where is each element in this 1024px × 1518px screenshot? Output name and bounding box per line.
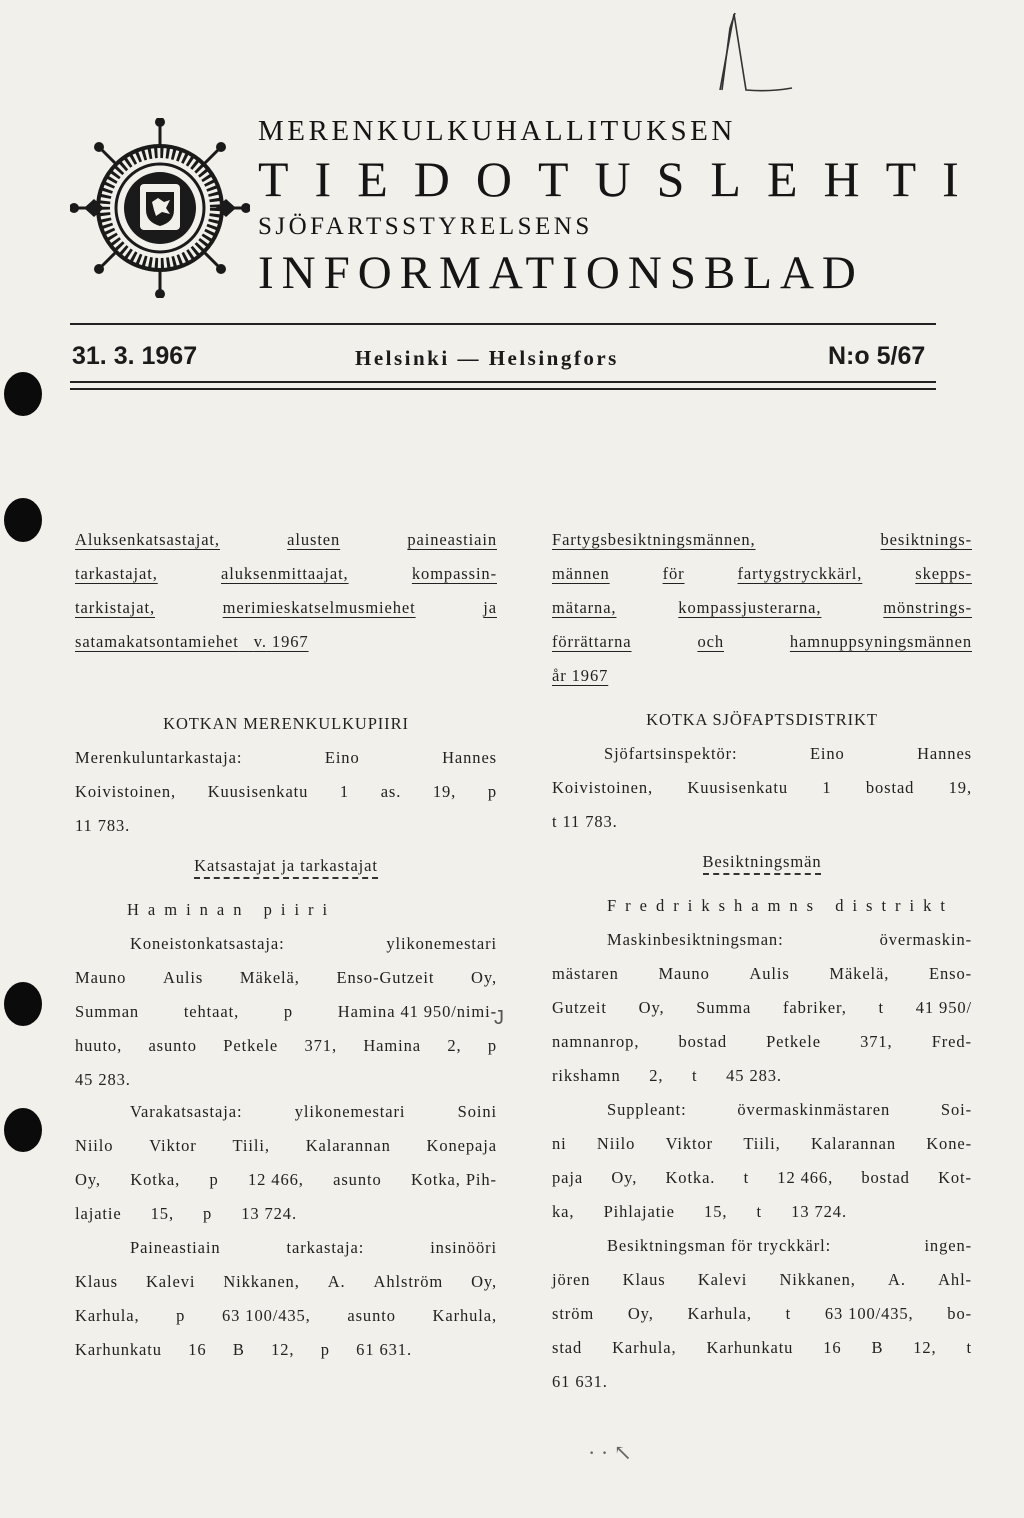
finnish-column xyxy=(75,530,497,1410)
text-line: 45 283. xyxy=(75,1070,131,1089)
text-line: 11 783. xyxy=(75,816,131,835)
pencil-mark: · · ↖ xyxy=(588,1440,633,1465)
handwritten-mark xyxy=(700,8,800,98)
text-line: Merenkuluntarkastaja: Eino Hannes xyxy=(75,748,497,767)
text-line: Gutzeit Oy, Summa fabriker, t 41 950/ xyxy=(552,998,972,1017)
heading-line: tarkastajat, aluksenmittaajat, kompassin- xyxy=(75,564,497,583)
text-line: Maskinbesiktningsman: övermaskin- xyxy=(607,930,972,949)
punch-hole xyxy=(4,498,42,542)
text-line: ni Niilo Viktor Tiili, Kalarannan Kone- xyxy=(552,1134,972,1153)
text-line: Oy, Kotka, p 12 466, asunto Kotka, Pih- xyxy=(75,1170,497,1189)
text-line: rikshamn 2, t 45 283. xyxy=(552,1066,782,1085)
masthead-authority: MERENKULKUHALLITUKSEN xyxy=(258,115,736,147)
text-line: mästaren Mauno Aulis Mäkelä, Enso- xyxy=(552,964,972,983)
text-line: Karhunkatu 16 B 12, p 61 631. xyxy=(75,1340,412,1359)
issue-number: N:o 5/67 xyxy=(828,342,926,370)
text-line: ström Oy, Karhula, t 63 100/435, bo- xyxy=(552,1304,972,1323)
subheading: Besiktningsmän xyxy=(552,852,972,875)
text-line: Klaus Kalevi Nikkanen, A. Ahlström Oy, xyxy=(75,1272,497,1291)
district-title: KOTKAN MERENKULKUPIIRI xyxy=(163,714,409,733)
text-line: Koivistoinen, Kuusisenkatu 1 bostad 19, xyxy=(552,778,972,797)
text-line: Suppleant: övermaskinmästaren Soi- xyxy=(607,1100,972,1119)
masthead-title-sv: INFORMATIONSBLAD xyxy=(258,247,864,299)
text-line: t 11 783. xyxy=(552,812,618,831)
text-line: stad Karhula, Karhunkatu 16 B 12, t xyxy=(552,1338,972,1357)
text-line: Besiktningsman för tryckkärl: ingen- xyxy=(607,1236,972,1255)
masthead-title-fi: TIEDOTUSLEHTI xyxy=(258,151,985,207)
heading-line: Fartygsbesiktningsmännen, besiktnings- xyxy=(552,530,972,549)
text-line: Summan tehtaat, p Hamina 41 950/nimi- xyxy=(75,1002,497,1021)
ship-wheel-seal-icon xyxy=(70,118,250,298)
punch-hole xyxy=(4,982,42,1026)
heading-line: tarkistajat, merimieskatselmusmiehet ja xyxy=(75,598,497,617)
heading-line: år 1967 xyxy=(552,666,609,685)
heading-line: Aluksenkatsastajat, alusten paineastiain xyxy=(75,530,497,549)
text-line: huuto, asunto Petkele 371, Hamina 2, p xyxy=(75,1036,497,1055)
text-line: namnanrop, bostad Petkele 371, Fred- xyxy=(552,1032,972,1051)
text-line: 61 631. xyxy=(552,1372,608,1391)
text-line: Varakatsastaja: ylikonemestari Soini xyxy=(130,1102,497,1121)
heading-line: förrättarna och hamnuppsyningsmännen xyxy=(552,632,972,651)
heading-line: satamakatsontamiehet v. 1967 xyxy=(75,632,309,651)
header-rule-bottom-2 xyxy=(70,388,936,390)
text-line: jören Klaus Kalevi Nikkanen, A. Ahl- xyxy=(552,1270,972,1289)
area-title: Fredrikshamns distrikt xyxy=(607,896,954,915)
punch-hole xyxy=(4,372,42,416)
heading-line: männen för fartygstryckkärl, skepps- xyxy=(552,564,972,583)
text-line: Koivistoinen, Kuusisenkatu 1 as. 19, p xyxy=(75,782,497,801)
heading-line: mätarna, kompassjusterarna, mönstrings- xyxy=(552,598,972,617)
header-rule-top xyxy=(70,323,936,325)
subheading: Katsastajat ja tarkastajat xyxy=(75,856,497,879)
header-rule-bottom-1 xyxy=(70,381,936,383)
text-line: Mauno Aulis Mäkelä, Enso-Gutzeit Oy, xyxy=(75,968,497,987)
text-line: paja Oy, Kotka. t 12 466, bostad Kot- xyxy=(552,1168,972,1187)
text-line: ka, Pihlajatie 15, t 13 724. xyxy=(552,1202,847,1221)
margin-tick-mark: J xyxy=(494,1007,504,1029)
text-line: Sjöfartsinspektör: Eino Hannes xyxy=(604,744,972,763)
punch-hole xyxy=(4,1108,42,1152)
text-line: lajatie 15, p 13 724. xyxy=(75,1204,297,1223)
area-title: Haminan piiri xyxy=(127,900,337,919)
issue-date: 31. 3. 1967 xyxy=(72,342,198,370)
district-title: KOTKA SJÖFAPTSDISTRIKT xyxy=(646,710,878,729)
text-line: Paineastiain tarkastaja: insinööri xyxy=(130,1238,497,1257)
masthead-authority-sv: SJÖFARTSSTYRELSENS xyxy=(258,213,593,240)
text-line: Karhula, p 63 100/435, asunto Karhula, xyxy=(75,1306,497,1325)
swedish-column xyxy=(552,530,972,1410)
issue-place: Helsinki — Helsingfors xyxy=(355,346,619,370)
text-line: Koneistonkatsastaja: ylikonemestari xyxy=(130,934,497,953)
text-line: Niilo Viktor Tiili, Kalarannan Konepaja xyxy=(75,1136,497,1155)
